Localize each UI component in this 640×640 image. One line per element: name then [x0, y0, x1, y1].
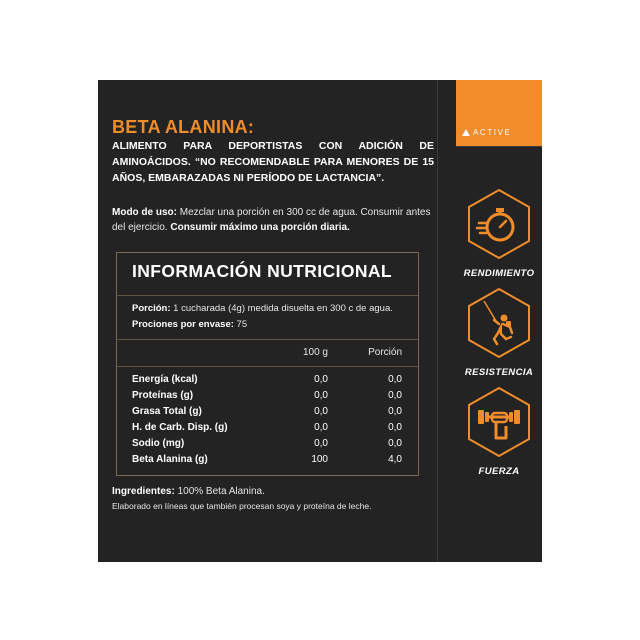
usage-label: Modo de uso: [112, 207, 177, 218]
usage-emphasis: Consumir máximo una porción diaria. [170, 222, 350, 233]
column-header-portion: Porción [368, 347, 402, 358]
feature-label: RESISTENCIA [464, 367, 534, 378]
header-divider [117, 366, 418, 367]
brand-logo [462, 128, 538, 137]
nutrient-per-100g: 100 [311, 454, 328, 465]
nutrition-row [132, 454, 402, 470]
servings-label: Prociones por envase: [132, 319, 234, 330]
nutrition-row [132, 422, 402, 438]
portion-divider [117, 339, 418, 340]
nutrient-per-portion: 0,0 [388, 422, 402, 433]
nutrient-name: H. de Carb. Disp. (g) [132, 422, 228, 433]
brand-triangle-icon [462, 129, 470, 136]
nutrient-per-portion: 0,0 [388, 374, 402, 385]
feature-label: RENDIMIENTO [463, 268, 535, 279]
nutrition-title-divider [117, 295, 418, 296]
nutrient-per-100g: 0,0 [314, 406, 328, 417]
portion-text: 1 cucharada (4g) medida disuelta en 300 c de agua. [170, 303, 393, 314]
panel-divider [437, 80, 438, 562]
nutrition-title: INFORMACIÓN NUTRICIONAL [132, 261, 393, 281]
nutrient-per-100g: 0,0 [314, 390, 328, 401]
nutrition-row [132, 390, 402, 406]
nutrition-row [132, 406, 402, 422]
stopwatch-icon [466, 188, 532, 260]
portion-info [132, 301, 416, 333]
feature-rendimiento [458, 188, 540, 279]
product-title: BETA ALANINA: [112, 117, 255, 137]
product-description: ALIMENTO PARA DEPORTISTAS CON ADICIÓN DE AMINOÁCIDOS. “NO RECOMENDABLE PARA MENORES DE 15 AÑOS, EMBARAZADAS NI PERÍODO DE LACTANCIA”. [112, 140, 434, 184]
nutrient-per-portion: 0,0 [388, 390, 402, 401]
servings-value: 75 [233, 319, 248, 330]
portion-label: Porción: [132, 303, 171, 314]
feature-label: FUERZA [478, 466, 520, 477]
feature-fuerza [458, 386, 540, 477]
nutrition-row [132, 438, 402, 454]
ingredients [112, 485, 437, 499]
climber-icon [466, 287, 532, 359]
column-header-100g: 100 g [302, 347, 328, 358]
nutrient-per-100g: 0,0 [314, 422, 328, 433]
nutrient-per-100g: 0,0 [314, 374, 328, 385]
portion-line [132, 301, 416, 317]
allergen-note: Elaborado en líneas que también procesan soya y proteína de leche. [112, 501, 372, 511]
brand-tab-divider [456, 146, 542, 147]
brand-name: ACTIVE [473, 128, 512, 137]
usage-text: Mezclar una porción en 300 cc de agua. Consumir antes del ejercicio. [112, 207, 431, 233]
nutrient-name: Sodio (mg) [132, 438, 185, 449]
nutrient-per-portion: 0,0 [388, 406, 402, 417]
usage-instructions [112, 205, 434, 235]
ingredients-label: Ingredientes: [112, 486, 175, 497]
nutrient-name: Proteínas (g) [132, 390, 194, 401]
feature-resistencia [458, 287, 540, 378]
nutrient-name: Beta Alanina (g) [132, 454, 208, 465]
flexed-arm-dumbbell-icon [466, 386, 532, 458]
ingredients-text: 100% Beta Alanina. [174, 486, 265, 497]
nutrient-per-100g: 0,0 [314, 438, 328, 449]
nutrient-name: Grasa Total (g) [132, 406, 202, 417]
nutrient-name: Energía (kcal) [132, 374, 198, 385]
nutrient-per-portion: 4,0 [388, 454, 402, 465]
nutrition-row [132, 374, 402, 390]
nutrient-per-portion: 0,0 [388, 438, 402, 449]
servings-line [132, 317, 416, 333]
